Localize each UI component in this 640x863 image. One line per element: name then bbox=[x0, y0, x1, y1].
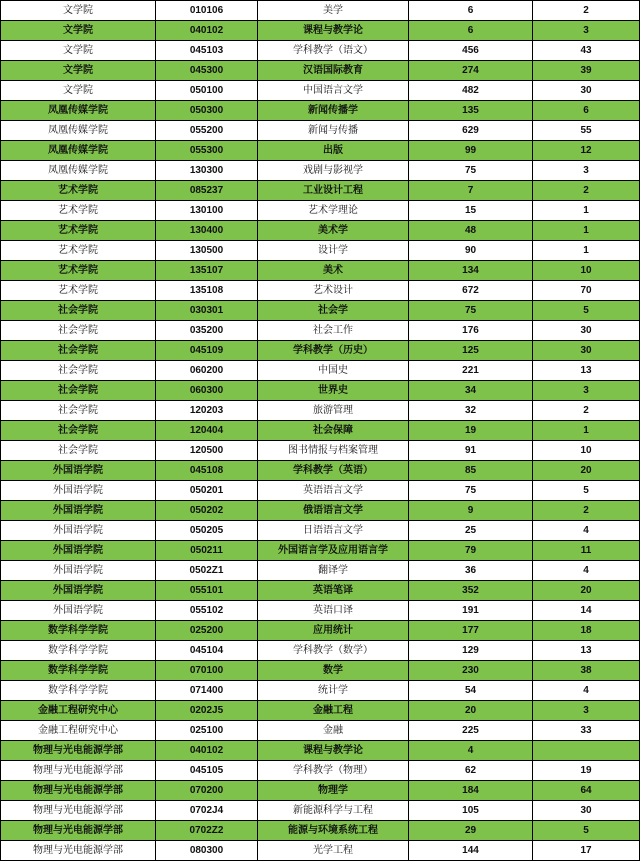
count-cell: 20 bbox=[409, 701, 533, 721]
table-row bbox=[1, 101, 640, 121]
major-code-cell: 120500 bbox=[156, 441, 258, 461]
quota-cell: 2 bbox=[533, 1, 640, 21]
college-cell: 社会学院 bbox=[1, 441, 156, 461]
college-cell: 文学院 bbox=[1, 41, 156, 61]
college-cell: 凤凰传媒学院 bbox=[1, 141, 156, 161]
major-name-cell: 艺术设计 bbox=[258, 281, 409, 301]
major-code-cell: 030301 bbox=[156, 301, 258, 321]
major-name-cell: 社会保障 bbox=[258, 421, 409, 441]
college-cell: 外国语学院 bbox=[1, 521, 156, 541]
quota-cell: 2 bbox=[533, 401, 640, 421]
count-cell: 134 bbox=[409, 261, 533, 281]
count-cell: 75 bbox=[409, 301, 533, 321]
college-cell: 物理与光电能源学部 bbox=[1, 841, 156, 861]
count-cell: 274 bbox=[409, 61, 533, 81]
major-name-cell: 统计学 bbox=[258, 681, 409, 701]
table-row bbox=[1, 761, 640, 781]
major-code-cell: 130100 bbox=[156, 201, 258, 221]
college-cell: 金融工程研究中心 bbox=[1, 701, 156, 721]
college-cell: 艺术学院 bbox=[1, 221, 156, 241]
table-row bbox=[1, 521, 640, 541]
college-cell: 物理与光电能源学部 bbox=[1, 821, 156, 841]
college-cell: 外国语学院 bbox=[1, 501, 156, 521]
count-cell: 177 bbox=[409, 621, 533, 641]
college-cell: 社会学院 bbox=[1, 381, 156, 401]
count-cell: 85 bbox=[409, 461, 533, 481]
count-cell: 90 bbox=[409, 241, 533, 261]
college-cell: 物理与光电能源学部 bbox=[1, 801, 156, 821]
quota-cell: 14 bbox=[533, 601, 640, 621]
quota-cell: 30 bbox=[533, 81, 640, 101]
table-row bbox=[1, 181, 640, 201]
table-row bbox=[1, 261, 640, 281]
table-row bbox=[1, 701, 640, 721]
table-row bbox=[1, 721, 640, 741]
major-name-cell: 俄语语言文学 bbox=[258, 501, 409, 521]
major-code-cell: 045108 bbox=[156, 461, 258, 481]
major-name-cell: 课程与教学论 bbox=[258, 741, 409, 761]
count-cell: 6 bbox=[409, 1, 533, 21]
count-cell: 75 bbox=[409, 481, 533, 501]
quota-cell: 1 bbox=[533, 221, 640, 241]
major-code-cell: 050211 bbox=[156, 541, 258, 561]
count-cell: 9 bbox=[409, 501, 533, 521]
quota-cell: 1 bbox=[533, 201, 640, 221]
major-name-cell: 工业设计工程 bbox=[258, 181, 409, 201]
college-cell: 文学院 bbox=[1, 1, 156, 21]
major-name-cell: 英语口译 bbox=[258, 601, 409, 621]
major-name-cell: 课程与教学论 bbox=[258, 21, 409, 41]
major-code-cell: 035200 bbox=[156, 321, 258, 341]
count-cell: 184 bbox=[409, 781, 533, 801]
major-code-cell: 045104 bbox=[156, 641, 258, 661]
table-body bbox=[1, 1, 640, 861]
college-cell: 数学科学学院 bbox=[1, 621, 156, 641]
count-cell: 99 bbox=[409, 141, 533, 161]
major-name-cell: 美术学 bbox=[258, 221, 409, 241]
college-cell: 物理与光电能源学部 bbox=[1, 741, 156, 761]
major-code-cell: 025100 bbox=[156, 721, 258, 741]
major-name-cell: 英语笔译 bbox=[258, 581, 409, 601]
major-name-cell: 学科教学（数学） bbox=[258, 641, 409, 661]
count-cell: 225 bbox=[409, 721, 533, 741]
count-cell: 672 bbox=[409, 281, 533, 301]
major-code-cell: 050300 bbox=[156, 101, 258, 121]
college-cell: 凤凰传媒学院 bbox=[1, 101, 156, 121]
college-cell: 艺术学院 bbox=[1, 281, 156, 301]
count-cell: 482 bbox=[409, 81, 533, 101]
major-name-cell: 能源与环境系统工程 bbox=[258, 821, 409, 841]
table-row bbox=[1, 781, 640, 801]
college-cell: 艺术学院 bbox=[1, 241, 156, 261]
table-row bbox=[1, 281, 640, 301]
college-cell: 物理与光电能源学部 bbox=[1, 781, 156, 801]
quota-cell: 4 bbox=[533, 521, 640, 541]
major-code-cell: 050205 bbox=[156, 521, 258, 541]
college-cell: 数学科学学院 bbox=[1, 641, 156, 661]
major-code-cell: 055101 bbox=[156, 581, 258, 601]
college-cell: 数学科学学院 bbox=[1, 681, 156, 701]
college-cell: 物理与光电能源学部 bbox=[1, 761, 156, 781]
major-name-cell: 外国语言学及应用语言学 bbox=[258, 541, 409, 561]
quota-cell: 2 bbox=[533, 501, 640, 521]
quota-cell bbox=[533, 741, 640, 761]
table-row bbox=[1, 741, 640, 761]
table-row bbox=[1, 481, 640, 501]
count-cell: 629 bbox=[409, 121, 533, 141]
count-cell: 19 bbox=[409, 421, 533, 441]
major-name-cell: 图书情报与档案管理 bbox=[258, 441, 409, 461]
count-cell: 221 bbox=[409, 361, 533, 381]
major-name-cell: 世界史 bbox=[258, 381, 409, 401]
major-code-cell: 135108 bbox=[156, 281, 258, 301]
table-row bbox=[1, 201, 640, 221]
count-cell: 6 bbox=[409, 21, 533, 41]
major-code-cell: 045103 bbox=[156, 41, 258, 61]
major-code-cell: 040102 bbox=[156, 21, 258, 41]
quota-cell: 13 bbox=[533, 641, 640, 661]
major-name-cell: 社会学 bbox=[258, 301, 409, 321]
college-cell: 社会学院 bbox=[1, 321, 156, 341]
college-cell: 文学院 bbox=[1, 61, 156, 81]
table-row bbox=[1, 541, 640, 561]
quota-cell: 64 bbox=[533, 781, 640, 801]
count-cell: 32 bbox=[409, 401, 533, 421]
table-row bbox=[1, 661, 640, 681]
quota-cell: 20 bbox=[533, 461, 640, 481]
college-cell: 外国语学院 bbox=[1, 581, 156, 601]
college-cell: 外国语学院 bbox=[1, 541, 156, 561]
major-code-cell: 010106 bbox=[156, 1, 258, 21]
quota-cell: 70 bbox=[533, 281, 640, 301]
major-code-cell: 060200 bbox=[156, 361, 258, 381]
table-row bbox=[1, 241, 640, 261]
quota-cell: 17 bbox=[533, 841, 640, 861]
college-cell: 凤凰传媒学院 bbox=[1, 161, 156, 181]
major-name-cell: 应用统计 bbox=[258, 621, 409, 641]
major-name-cell: 社会工作 bbox=[258, 321, 409, 341]
count-cell: 62 bbox=[409, 761, 533, 781]
major-name-cell: 新能源科学与工程 bbox=[258, 801, 409, 821]
quota-cell: 4 bbox=[533, 561, 640, 581]
table-row bbox=[1, 81, 640, 101]
quota-cell: 43 bbox=[533, 41, 640, 61]
major-name-cell: 学科教学（物理） bbox=[258, 761, 409, 781]
count-cell: 29 bbox=[409, 821, 533, 841]
major-code-cell: 130400 bbox=[156, 221, 258, 241]
count-cell: 54 bbox=[409, 681, 533, 701]
college-cell: 文学院 bbox=[1, 81, 156, 101]
major-code-cell: 025200 bbox=[156, 621, 258, 641]
major-name-cell: 美术 bbox=[258, 261, 409, 281]
quota-cell: 10 bbox=[533, 441, 640, 461]
major-code-cell: 050202 bbox=[156, 501, 258, 521]
table-row bbox=[1, 161, 640, 181]
quota-cell: 18 bbox=[533, 621, 640, 641]
quota-cell: 30 bbox=[533, 321, 640, 341]
count-cell: 105 bbox=[409, 801, 533, 821]
table-row bbox=[1, 61, 640, 81]
table-row bbox=[1, 681, 640, 701]
table-row bbox=[1, 601, 640, 621]
major-code-cell: 071400 bbox=[156, 681, 258, 701]
count-cell: 230 bbox=[409, 661, 533, 681]
quota-cell: 3 bbox=[533, 381, 640, 401]
count-cell: 34 bbox=[409, 381, 533, 401]
major-name-cell: 学科教学（语文） bbox=[258, 41, 409, 61]
count-cell: 91 bbox=[409, 441, 533, 461]
table-row bbox=[1, 221, 640, 241]
quota-cell: 55 bbox=[533, 121, 640, 141]
count-cell: 75 bbox=[409, 161, 533, 181]
table-row bbox=[1, 421, 640, 441]
major-code-cell: 080300 bbox=[156, 841, 258, 861]
major-name-cell: 物理学 bbox=[258, 781, 409, 801]
major-name-cell: 新闻与传播 bbox=[258, 121, 409, 141]
major-name-cell: 中国史 bbox=[258, 361, 409, 381]
major-code-cell: 040102 bbox=[156, 741, 258, 761]
table-row bbox=[1, 641, 640, 661]
major-code-cell: 070100 bbox=[156, 661, 258, 681]
major-name-cell: 金融工程 bbox=[258, 701, 409, 721]
quota-cell: 3 bbox=[533, 701, 640, 721]
major-name-cell: 日语语言文学 bbox=[258, 521, 409, 541]
major-name-cell: 英语语言文学 bbox=[258, 481, 409, 501]
college-cell: 社会学院 bbox=[1, 421, 156, 441]
table-row bbox=[1, 461, 640, 481]
major-name-cell: 数学 bbox=[258, 661, 409, 681]
college-cell: 艺术学院 bbox=[1, 261, 156, 281]
major-code-cell: 130300 bbox=[156, 161, 258, 181]
college-cell: 社会学院 bbox=[1, 341, 156, 361]
count-cell: 36 bbox=[409, 561, 533, 581]
major-name-cell: 光学工程 bbox=[258, 841, 409, 861]
count-cell: 4 bbox=[409, 741, 533, 761]
table-row bbox=[1, 581, 640, 601]
quota-cell: 5 bbox=[533, 301, 640, 321]
table-row bbox=[1, 621, 640, 641]
major-code-cell: 0502Z1 bbox=[156, 561, 258, 581]
table-row bbox=[1, 21, 640, 41]
count-cell: 191 bbox=[409, 601, 533, 621]
count-cell: 135 bbox=[409, 101, 533, 121]
major-code-cell: 120404 bbox=[156, 421, 258, 441]
major-code-cell: 045109 bbox=[156, 341, 258, 361]
quota-cell: 20 bbox=[533, 581, 640, 601]
major-name-cell: 新闻传播学 bbox=[258, 101, 409, 121]
major-name-cell: 艺术学理论 bbox=[258, 201, 409, 221]
table-row bbox=[1, 341, 640, 361]
table-row bbox=[1, 381, 640, 401]
major-code-cell: 050201 bbox=[156, 481, 258, 501]
count-cell: 129 bbox=[409, 641, 533, 661]
major-code-cell: 055200 bbox=[156, 121, 258, 141]
table-row bbox=[1, 821, 640, 841]
college-cell: 凤凰传媒学院 bbox=[1, 121, 156, 141]
count-cell: 25 bbox=[409, 521, 533, 541]
college-cell: 外国语学院 bbox=[1, 561, 156, 581]
college-cell: 社会学院 bbox=[1, 401, 156, 421]
count-cell: 456 bbox=[409, 41, 533, 61]
major-code-cell: 085237 bbox=[156, 181, 258, 201]
table-row bbox=[1, 501, 640, 521]
count-cell: 15 bbox=[409, 201, 533, 221]
major-name-cell: 翻译学 bbox=[258, 561, 409, 581]
college-cell: 金融工程研究中心 bbox=[1, 721, 156, 741]
major-name-cell: 金融 bbox=[258, 721, 409, 741]
table-row bbox=[1, 801, 640, 821]
quota-cell: 5 bbox=[533, 821, 640, 841]
count-cell: 144 bbox=[409, 841, 533, 861]
major-code-cell: 0702J4 bbox=[156, 801, 258, 821]
quota-cell: 13 bbox=[533, 361, 640, 381]
major-code-cell: 045105 bbox=[156, 761, 258, 781]
quota-cell: 10 bbox=[533, 261, 640, 281]
table-row bbox=[1, 841, 640, 861]
college-cell: 艺术学院 bbox=[1, 181, 156, 201]
count-cell: 176 bbox=[409, 321, 533, 341]
major-code-cell: 135107 bbox=[156, 261, 258, 281]
major-code-cell: 130500 bbox=[156, 241, 258, 261]
count-cell: 125 bbox=[409, 341, 533, 361]
college-cell: 社会学院 bbox=[1, 361, 156, 381]
major-name-cell: 戏剧与影视学 bbox=[258, 161, 409, 181]
quota-cell: 39 bbox=[533, 61, 640, 81]
table-row bbox=[1, 441, 640, 461]
major-name-cell: 中国语言文学 bbox=[258, 81, 409, 101]
major-code-cell: 055300 bbox=[156, 141, 258, 161]
college-cell: 数学科学学院 bbox=[1, 661, 156, 681]
table-row bbox=[1, 401, 640, 421]
quota-cell: 33 bbox=[533, 721, 640, 741]
quota-cell: 1 bbox=[533, 421, 640, 441]
major-code-cell: 0702Z2 bbox=[156, 821, 258, 841]
table-row bbox=[1, 141, 640, 161]
table-row bbox=[1, 321, 640, 341]
college-cell: 外国语学院 bbox=[1, 461, 156, 481]
quota-cell: 3 bbox=[533, 161, 640, 181]
table-row bbox=[1, 121, 640, 141]
count-cell: 79 bbox=[409, 541, 533, 561]
college-cell: 社会学院 bbox=[1, 301, 156, 321]
quota-cell: 5 bbox=[533, 481, 640, 501]
quota-cell: 30 bbox=[533, 341, 640, 361]
college-cell: 文学院 bbox=[1, 21, 156, 41]
major-name-cell: 汉语国际教育 bbox=[258, 61, 409, 81]
major-name-cell: 学科教学（英语） bbox=[258, 461, 409, 481]
quota-cell: 12 bbox=[533, 141, 640, 161]
table-row bbox=[1, 1, 640, 21]
major-name-cell: 出版 bbox=[258, 141, 409, 161]
quota-cell: 2 bbox=[533, 181, 640, 201]
major-code-cell: 060300 bbox=[156, 381, 258, 401]
major-code-cell: 055102 bbox=[156, 601, 258, 621]
major-code-cell: 050100 bbox=[156, 81, 258, 101]
college-cell: 外国语学院 bbox=[1, 601, 156, 621]
quota-cell: 6 bbox=[533, 101, 640, 121]
major-name-cell: 学科教学（历史） bbox=[258, 341, 409, 361]
count-cell: 48 bbox=[409, 221, 533, 241]
quota-cell: 30 bbox=[533, 801, 640, 821]
table-row bbox=[1, 361, 640, 381]
college-cell: 外国语学院 bbox=[1, 481, 156, 501]
count-cell: 352 bbox=[409, 581, 533, 601]
count-cell: 7 bbox=[409, 181, 533, 201]
major-code-cell: 120203 bbox=[156, 401, 258, 421]
major-code-cell: 0202J5 bbox=[156, 701, 258, 721]
major-code-cell: 070200 bbox=[156, 781, 258, 801]
quota-cell: 19 bbox=[533, 761, 640, 781]
quota-cell: 1 bbox=[533, 241, 640, 261]
major-name-cell: 设计学 bbox=[258, 241, 409, 261]
quota-cell: 3 bbox=[533, 21, 640, 41]
quota-cell: 4 bbox=[533, 681, 640, 701]
table-row bbox=[1, 41, 640, 61]
quota-cell: 38 bbox=[533, 661, 640, 681]
major-code-cell: 045300 bbox=[156, 61, 258, 81]
college-cell: 艺术学院 bbox=[1, 201, 156, 221]
quota-cell: 11 bbox=[533, 541, 640, 561]
table-row bbox=[1, 561, 640, 581]
table-row bbox=[1, 301, 640, 321]
major-name-cell: 美学 bbox=[258, 1, 409, 21]
major-name-cell: 旅游管理 bbox=[258, 401, 409, 421]
